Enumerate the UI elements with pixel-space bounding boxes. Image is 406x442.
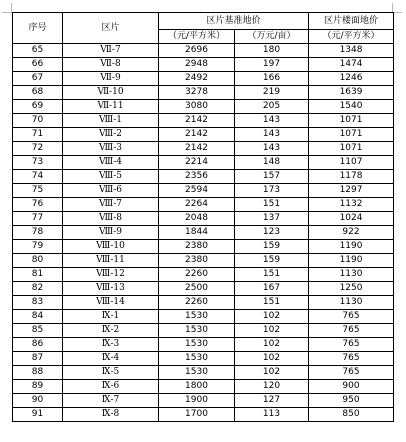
cell-base-price-mu: 151 <box>235 296 309 310</box>
cell-zone: Ⅸ-6 <box>63 380 159 394</box>
cell-seq: 68 <box>13 86 63 100</box>
table-row <box>13 184 394 198</box>
cell-base-price-sqm: 2214 <box>159 156 235 170</box>
table-row <box>13 338 394 352</box>
table-row <box>13 380 394 394</box>
cell-floor-price: 850 <box>309 408 394 422</box>
cell-seq: 67 <box>13 72 63 86</box>
cell-seq: 73 <box>13 156 63 170</box>
cell-floor-price: 1071 <box>309 114 394 128</box>
cell-base-price-sqm: 2264 <box>159 198 235 212</box>
cell-floor-price: 765 <box>309 338 394 352</box>
cell-base-price-sqm: 1700 <box>159 408 235 422</box>
cell-base-price-mu: 102 <box>235 366 309 380</box>
cell-base-price-sqm: 2380 <box>159 240 235 254</box>
cell-zone: Ⅶ-7 <box>63 44 159 58</box>
cell-base-price-mu: 137 <box>235 212 309 226</box>
cell-base-price-mu: 159 <box>235 254 309 268</box>
cell-floor-price: 765 <box>309 324 394 338</box>
cell-seq: 81 <box>13 268 63 282</box>
cell-zone: Ⅸ-1 <box>63 310 159 324</box>
cell-base-price-mu: 205 <box>235 100 309 114</box>
cell-base-price-mu: 157 <box>235 170 309 184</box>
table-row <box>13 156 394 170</box>
cell-base-price-sqm: 1530 <box>159 366 235 380</box>
cell-zone: Ⅸ-7 <box>63 394 159 408</box>
cell-floor-price: 1071 <box>309 128 394 142</box>
cell-base-price-sqm: 2594 <box>159 184 235 198</box>
table-row <box>13 128 394 142</box>
cell-base-price-sqm: 2142 <box>159 128 235 142</box>
table-row <box>13 324 394 338</box>
cell-zone: Ⅶ-8 <box>63 58 159 72</box>
cell-base-price-sqm: 2048 <box>159 212 235 226</box>
cell-base-price-sqm: 3080 <box>159 100 235 114</box>
header-base-price: 区片基准地价 <box>159 13 309 30</box>
cell-seq: 76 <box>13 198 63 212</box>
cell-base-price-sqm: 2260 <box>159 268 235 282</box>
cell-seq: 85 <box>13 324 63 338</box>
cell-zone: Ⅷ-4 <box>63 156 159 170</box>
cell-base-price-mu: 219 <box>235 86 309 100</box>
cell-base-price-sqm: 2142 <box>159 142 235 156</box>
cell-seq: 65 <box>13 44 63 58</box>
cell-base-price-mu: 123 <box>235 226 309 240</box>
cell-zone: Ⅷ-10 <box>63 240 159 254</box>
table-row <box>13 268 394 282</box>
table-row <box>13 58 394 72</box>
table-row <box>13 142 394 156</box>
table-row <box>13 170 394 184</box>
cell-base-price-mu: 173 <box>235 184 309 198</box>
cell-base-price-mu: 180 <box>235 44 309 58</box>
cell-floor-price: 1540 <box>309 100 394 114</box>
cell-zone: Ⅶ-9 <box>63 72 159 86</box>
table-row <box>13 100 394 114</box>
table-row <box>13 212 394 226</box>
cell-floor-price: 1297 <box>309 184 394 198</box>
cell-base-price-mu: 143 <box>235 128 309 142</box>
cell-base-price-mu: 120 <box>235 380 309 394</box>
cell-base-price-sqm: 2380 <box>159 254 235 268</box>
cell-base-price-sqm: 2500 <box>159 282 235 296</box>
cell-zone: Ⅷ-7 <box>63 198 159 212</box>
cell-zone: Ⅸ-4 <box>63 352 159 366</box>
table-row <box>13 72 394 86</box>
table-row <box>13 254 394 268</box>
table-row <box>13 198 394 212</box>
cell-base-price-mu: 102 <box>235 352 309 366</box>
cell-zone: Ⅷ-3 <box>63 142 159 156</box>
cell-floor-price: 1190 <box>309 254 394 268</box>
table-row <box>13 44 394 58</box>
table-row <box>13 352 394 366</box>
cell-zone: Ⅷ-13 <box>63 282 159 296</box>
cell-base-price-sqm: 1530 <box>159 324 235 338</box>
cell-zone: Ⅸ-2 <box>63 324 159 338</box>
cell-base-price-sqm: 2948 <box>159 58 235 72</box>
header-floor-price: 区片楼面地价 <box>309 13 394 30</box>
header-zone: 区片 <box>63 13 159 44</box>
cell-seq: 70 <box>13 114 63 128</box>
cell-base-price-mu: 143 <box>235 142 309 156</box>
table-row <box>13 394 394 408</box>
cell-seq: 80 <box>13 254 63 268</box>
cell-seq: 91 <box>13 408 63 422</box>
table-row <box>13 366 394 380</box>
cell-seq: 69 <box>13 100 63 114</box>
cell-base-price-sqm: 3278 <box>159 86 235 100</box>
cell-zone: Ⅷ-8 <box>63 212 159 226</box>
cell-base-price-mu: 102 <box>235 338 309 352</box>
cell-base-price-sqm: 2260 <box>159 296 235 310</box>
cell-zone: Ⅷ-2 <box>63 128 159 142</box>
cell-floor-price: 1474 <box>309 58 394 72</box>
cell-zone: Ⅶ-10 <box>63 86 159 100</box>
cell-seq: 74 <box>13 170 63 184</box>
cell-zone: Ⅷ-12 <box>63 268 159 282</box>
cell-base-price-sqm: 1530 <box>159 310 235 324</box>
cell-seq: 77 <box>13 212 63 226</box>
cell-seq: 72 <box>13 142 63 156</box>
page-corner-mark-left <box>2 3 12 13</box>
cell-zone: Ⅷ-9 <box>63 226 159 240</box>
cell-floor-price: 1132 <box>309 198 394 212</box>
table-row <box>13 86 394 100</box>
cell-floor-price: 1178 <box>309 170 394 184</box>
cell-seq: 90 <box>13 394 63 408</box>
cell-base-price-mu: 167 <box>235 282 309 296</box>
cell-seq: 86 <box>13 338 63 352</box>
cell-seq: 88 <box>13 366 63 380</box>
cell-base-price-mu: 102 <box>235 310 309 324</box>
cell-zone: Ⅷ-14 <box>63 296 159 310</box>
cell-seq: 66 <box>13 58 63 72</box>
cell-floor-price: 1024 <box>309 212 394 226</box>
cell-floor-price: 1348 <box>309 44 394 58</box>
header-base-price-unit-area: （元/平方米） <box>159 30 235 44</box>
cell-zone: Ⅷ-1 <box>63 114 159 128</box>
cell-seq: 78 <box>13 226 63 240</box>
header-seq: 序号 <box>13 13 63 44</box>
cell-seq: 75 <box>13 184 63 198</box>
table-row <box>13 408 394 422</box>
cell-zone: Ⅸ-3 <box>63 338 159 352</box>
cell-floor-price: 765 <box>309 352 394 366</box>
table-row <box>13 240 394 254</box>
land-price-table <box>12 12 394 422</box>
table-body <box>13 44 394 422</box>
table-row <box>13 282 394 296</box>
cell-base-price-mu: 102 <box>235 324 309 338</box>
cell-base-price-sqm: 1844 <box>159 226 235 240</box>
cell-floor-price: 1071 <box>309 142 394 156</box>
cell-base-price-sqm: 2696 <box>159 44 235 58</box>
table-header-row <box>13 13 394 30</box>
cell-zone: Ⅸ-8 <box>63 408 159 422</box>
cell-base-price-sqm: 1530 <box>159 338 235 352</box>
cell-base-price-mu: 127 <box>235 394 309 408</box>
cell-base-price-sqm: 2492 <box>159 72 235 86</box>
cell-zone: Ⅷ-6 <box>63 184 159 198</box>
cell-base-price-sqm: 2356 <box>159 170 235 184</box>
cell-seq: 84 <box>13 310 63 324</box>
cell-zone: Ⅸ-5 <box>63 366 159 380</box>
cell-seq: 79 <box>13 240 63 254</box>
table-row <box>13 226 394 240</box>
cell-base-price-sqm: 1800 <box>159 380 235 394</box>
cell-floor-price: 1246 <box>309 72 394 86</box>
header-base-price-unit-mu: （万元/亩） <box>235 30 309 44</box>
cell-base-price-mu: 143 <box>235 114 309 128</box>
cell-base-price-sqm: 1530 <box>159 352 235 366</box>
cell-zone: Ⅷ-11 <box>63 254 159 268</box>
cell-floor-price: 1107 <box>309 156 394 170</box>
cell-floor-price: 922 <box>309 226 394 240</box>
cell-floor-price: 1130 <box>309 268 394 282</box>
cell-floor-price: 1250 <box>309 282 394 296</box>
cell-floor-price: 950 <box>309 394 394 408</box>
table-row <box>13 296 394 310</box>
cell-base-price-mu: 159 <box>235 240 309 254</box>
cell-floor-price: 765 <box>309 310 394 324</box>
cell-base-price-mu: 151 <box>235 198 309 212</box>
cell-base-price-mu: 113 <box>235 408 309 422</box>
cell-base-price-mu: 197 <box>235 58 309 72</box>
cell-zone: Ⅶ-11 <box>63 100 159 114</box>
cell-floor-price: 900 <box>309 380 394 394</box>
cell-base-price-mu: 148 <box>235 156 309 170</box>
cell-seq: 83 <box>13 296 63 310</box>
table-row <box>13 114 394 128</box>
cell-seq: 89 <box>13 380 63 394</box>
cell-base-price-sqm: 2142 <box>159 114 235 128</box>
cell-base-price-mu: 151 <box>235 268 309 282</box>
cell-zone: Ⅷ-5 <box>63 170 159 184</box>
cell-seq: 71 <box>13 128 63 142</box>
table-row <box>13 310 394 324</box>
cell-seq: 87 <box>13 352 63 366</box>
cell-floor-price: 1190 <box>309 240 394 254</box>
header-floor-price-unit: （元/平方米） <box>309 30 394 44</box>
cell-floor-price: 765 <box>309 366 394 380</box>
cell-seq: 82 <box>13 282 63 296</box>
cell-base-price-mu: 166 <box>235 72 309 86</box>
cell-floor-price: 1130 <box>309 296 394 310</box>
cell-floor-price: 1639 <box>309 86 394 100</box>
cell-base-price-sqm: 1900 <box>159 394 235 408</box>
